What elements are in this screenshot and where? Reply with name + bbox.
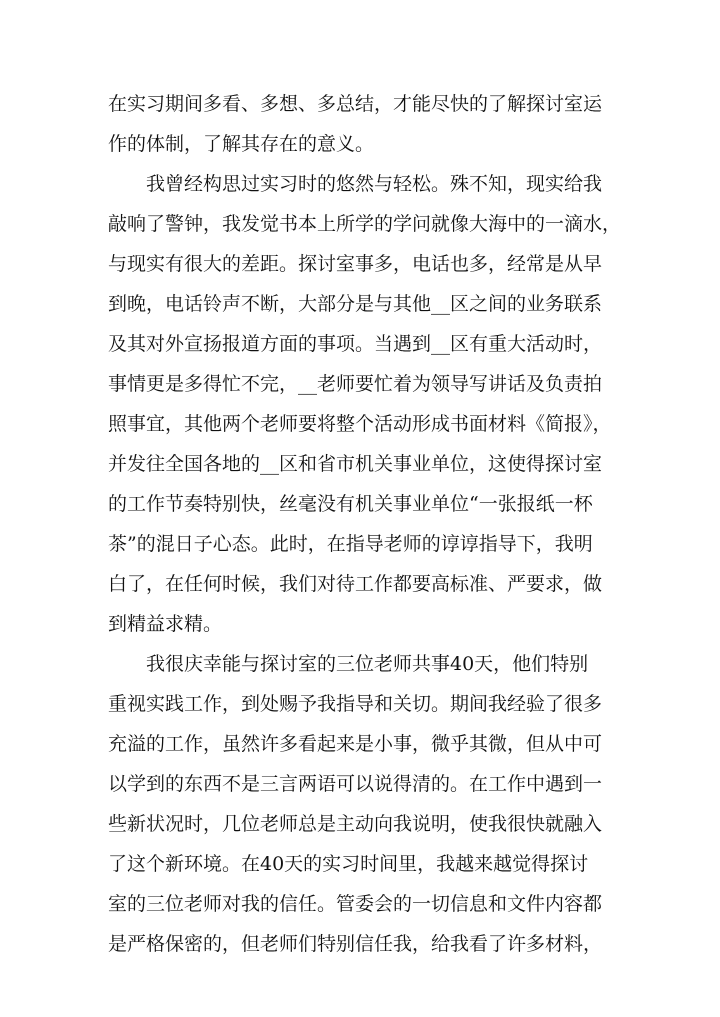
text-line: 作的体制，了解其存在的意义。 [108, 133, 375, 155]
text-line: 并发往全国各地的__区和省市机关事业单位，这使得探讨室 [108, 453, 603, 475]
text-line: 事情更是多得忙不完，__老师要忙着为领导写讲话及负责拍 [108, 373, 603, 395]
text-line: 白了，在任何时候，我们对待工作都要高标准、严要求，做 [108, 573, 603, 595]
text-line: 些新状况时，几位老师总是主动向我说明，使我很快就融入 [108, 813, 603, 835]
text-line: 是严格保密的，但老师们特别信任我，给我看了许多材料， [108, 933, 603, 955]
text-line: 以学到的东西不是三言两语可以说得清的。在工作中遇到一 [108, 773, 603, 795]
text-line: 充溢的工作，虽然许多看起来是小事，微乎其微，但从中可 [108, 733, 603, 755]
text-line: 照事宜，其他两个老师要将整个活动形成书面材料《简报》， [108, 413, 612, 435]
text-line: 敲响了警钟，我发觉书本上所学的学问就像大海中的一滴水， [108, 213, 622, 235]
text-line: 我曾经构思过实习时的悠然与轻松。殊不知，现实给我 [108, 173, 603, 195]
text-line: 与现实有很大的差距。探讨室事多，电话也多，经常是从早 [108, 253, 603, 275]
text-line: 室的三位老师对我的信任。管委会的一切信息和文件内容都 [108, 893, 603, 915]
text-line: 到晚，电话铃声不断，大部分是与其他__区之间的业务联系 [108, 293, 603, 315]
text-line: 在实习期间多看、多想、多总结，才能尽快的了解探讨室运 [108, 93, 603, 115]
text-line: 了这个新环境。在40天的实习时间里，我越来越觉得探讨 [108, 853, 589, 875]
text-line: 及其对外宣扬报道方面的事项。当遇到__区有重大活动时， [108, 333, 603, 355]
body-text [108, 84, 622, 964]
text-line: 茶”的混日子心态。此时，在指导老师的谆谆指导下，我明 [108, 533, 593, 555]
text-line: 我很庆幸能与探讨室的三位老师共事40天，他们特别 [108, 653, 589, 675]
text-line: 到精益求精。 [108, 613, 223, 635]
text-line: 的工作节奏特别快，丝毫没有机关事业单位“一张报纸一杯 [108, 493, 593, 515]
text-line: 重视实践工作，到处赐予我指导和关切。期间我经验了很多 [108, 693, 603, 715]
